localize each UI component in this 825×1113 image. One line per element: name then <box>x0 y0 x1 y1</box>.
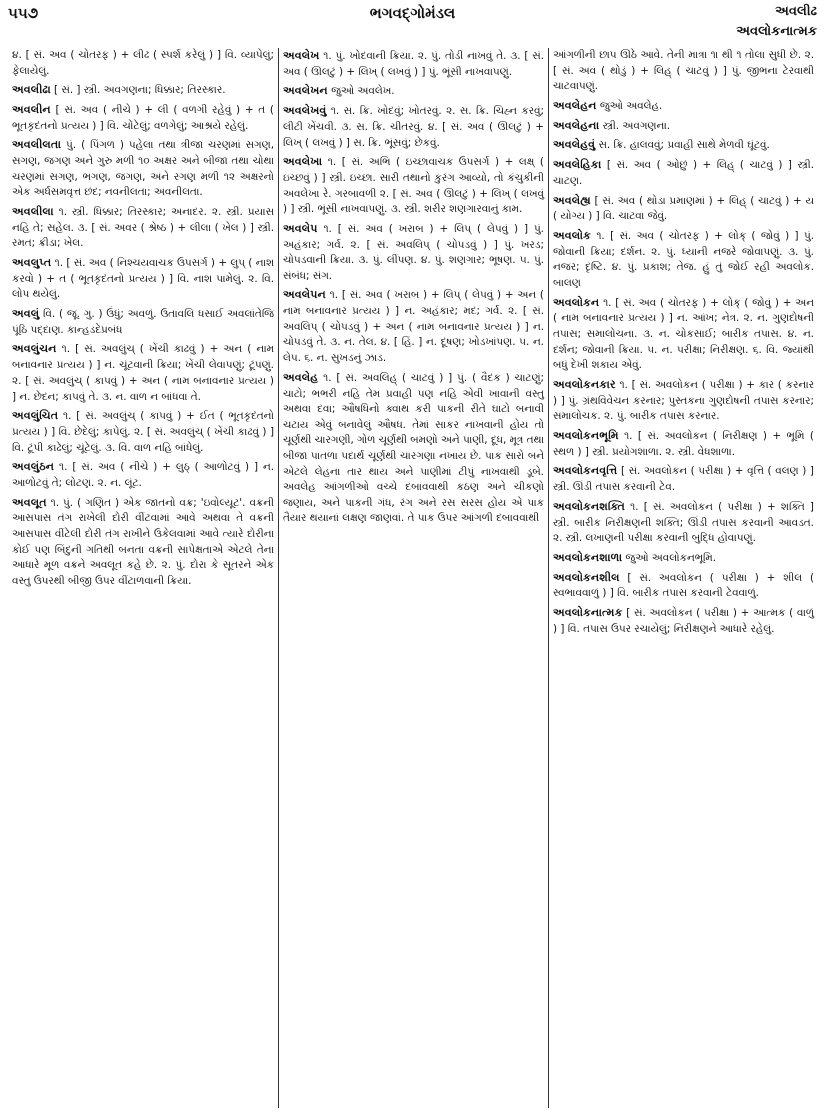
dictionary-entry <box>283 154 544 218</box>
entry-definition: [ સં. અવ ( ઓછું ) + લિહ્ ( ચાટવું ) ] સ્ત્રી. ચાટણ. <box>553 159 815 188</box>
dictionary-entry <box>553 550 814 567</box>
dictionary-entry <box>12 204 274 252</box>
entry-headword: અવલેખ <box>283 49 320 62</box>
dictionary-entry <box>553 605 814 637</box>
entry-headword: અવલેહ <box>283 370 319 384</box>
entry-headword: અવલેખા <box>283 155 323 169</box>
entry-headword: અવલોકનશક્તિ <box>553 499 625 513</box>
entry-headword: અવલોકનવૃત્તિ <box>553 464 618 478</box>
entry-headword: અવલેખન <box>283 84 328 98</box>
entry-definition: ૧. [ સં. અવ ( નિશ્ચયવાચક ઉપસર્ગ ) + લુપ્ ( નાશ કરવો ) + ત ( ભૂતકૃદંતનો પ્રત્યય ) ] વિ. નાશ પામેલું. ૨. વિ. લોપ થયેલું. <box>12 257 274 301</box>
dictionary-entry <box>283 48 544 80</box>
entry-definition: પું. ( પિંગળ ) પહેલા તથા ત્રીજા ચરણમાં સગણ, સગણ, જગણ અને ગુરુ મળી ૧૦ અક્ષર અને બીજા તથા ચોથા ચરણમાં સગણ, ભગણ, જગણ, અને રગણ મળી ૧૨ અક્ષરનો એક અર્ધસમવૃત્ત છંદ; નવનીલતા; અવનીલતા. <box>12 139 274 199</box>
dictionary-entry <box>553 499 814 547</box>
dictionary-entry <box>553 98 814 115</box>
entry-definition: જુઓ અવલેહ. <box>599 99 663 112</box>
page-number: ૫૫૭ <box>8 4 39 22</box>
entry-definition: [ સં. અવ ( નીચે ) + લી ( વળગી રહેવું ) + ત ( ભૂતકૃદંતનો પ્રત્યય ) ] વિ. ચોંટેલું; વળગેલું; આશ્રયે રહેલું. <box>12 104 274 132</box>
dictionary-entry <box>283 221 544 285</box>
entry-definition: [ સં. અવ ( થોડા પ્રમાણમાં ) + લિહ્ ( ચાટવું ) + ય ( યોગ્ય ) ] વિ. ચાટવા જેવું. <box>553 194 815 223</box>
dictionary-entry <box>553 428 814 460</box>
entry-definition: વિ. ( જૂ. ગુ. ) ઉંધું; અવળું. ઉતાવલિ ધસાઈ અવલાંતેજિ પૂંઠિ પદ્દાણ. કાન્હડદેપ્રબંધ <box>12 308 275 336</box>
dictionary-entry <box>283 103 544 151</box>
entry-definition: ૧. [ સં. અભિ ( ઇચ્છાવાચક ઉપસર્ગ ) + લક્ષ્ ( ઇચ્છવું ) ] સ્ત્રી. ઇચ્છા. સારી તથાનો કુરંગ આવ્યો, તો કંચુકીની અવલેખા રે. ગરબાવળી ૨. [ સં. અવ ( ઊલટું ) + લિખ્ ( લખવું ) ] સ્ત્રી. ભૂંસી નાખવાપણું. ૩. સ્ત્રી. શરીર શણગારવાનું કામ. <box>283 156 544 216</box>
entry-headword: અવલુંચિત <box>12 409 59 423</box>
dictionary-columns <box>8 48 820 1108</box>
entry-definition: ૧. [ સં. અવલોકન ( નિરીક્ષણ ) + ભૂમિ ( સ્થળ ) ] સ્ત્રી. પ્રયોગશાળા. ૨. સ્ત્રી. વેધશાળા. <box>553 429 814 458</box>
entry-headword: અવલેહન <box>553 98 597 112</box>
entry-definition: [ સં. અવલોકન ( પરીક્ષા ) + આત્મક ( વાળું ) ] વિ. તપાસ ઉપર રચાયેલું; નિરીક્ષણને આધારે રહેલું. <box>553 606 814 635</box>
column-left <box>8 48 278 1108</box>
entry-headword: અવલોકન <box>553 295 600 309</box>
running-title: ભગવદ્ગોમંડલ <box>369 4 456 22</box>
dictionary-entry <box>553 570 814 602</box>
entry-headword: અવલૂત <box>12 495 47 509</box>
entry-headword: અવલેહના <box>553 118 600 132</box>
entry-definition: ૧. [ સં. અવલોકન ( પરીક્ષા ) + શક્તિ ] સ્ત્રી. બારીક નિરીક્ષણની શક્તિ; ઊંડી તપાસ કરવાની આવડત. ૨. સ્ત્રી. લખાણની પરીક્ષા કરવાની બુદ્ધિ હોવાપણું. <box>553 500 814 545</box>
entry-definition: ૪. [ સં. અવ ( ચોતરફ ) + લીઢ ( સ્પર્શ કરેલું ) ] વિ. વ્યાપેલું; ફેલાયેલું. <box>12 49 274 77</box>
dictionary-entry <box>12 102 274 134</box>
dictionary-entry <box>553 193 814 225</box>
entry-headword: અવલુપ્ત <box>12 256 52 270</box>
page-header <box>0 0 825 46</box>
dictionary-entry <box>12 137 274 201</box>
entry-definition: ૧. [ સં. અવ ( ચોતરફ ) + લોક્ ( જોવું ) ] પું. જોવાની ક્રિયા; દર્શન. ૨. પું. ધ્યાની નજરે જોવાપણું. ૩. પું. નજર; દૃષ્ટિ. ૪. પું. પ્રકાશ; તેજ. હું તું જોઈ રહી અવલોક. બાલણ <box>553 230 814 290</box>
dictionary-entry <box>12 495 274 590</box>
entry-headword: અવલુંઠન <box>12 460 55 474</box>
dictionary-entry <box>283 370 544 527</box>
entry-definition: [ સં. ] સ્ત્રી. અવગણના; ધિક્કાર; તિરસ્કાર. <box>54 84 226 97</box>
entry-definition: ૧. [ સં. અવ ( ખરાબ ) + લિપ્ ( લેપવું ) + અન ( નામ બનાવનાર પ્રત્યય ) ] ન. અહંકાર; મદ; ગર્વ. ૨. [ સં. અવલિપ્ ( ચોપડવું ) + અન ( નામ બનાવનાર પ્રત્યય ) ] ન. ચોપડવું તે. ૩. ન. તેલ. ૪. [ હિં. ] ન. દૂષણ; ખોડખાંપણ. ૫. ન. લેપ. ૬. ન. સુખડનું ઝાડ. <box>283 289 544 365</box>
entry-definition: ૧. [ સં. અવલિહ્ ( ચાટવું ) ] પું. ( વૈદક ) ચાટણું; ચાટો; ભભરી નહિ તેમ પ્રવાહી પણ નહિ એવી ખાવાની વસ્તુ અથવા દવા; ઔષધિનો ક્વાથ કરી પાકની રીતે ઘાટો બનાવી ચટાય એવું બનાવેલું ઔષધ. તેમાં સાકર નાખવાની હોય તો ચૂર્ણથી ચારગણી, ગોળ ચૂર્ણથી બમણો અને પાણી, દૂધ, મૂત્ર તથા બીજા પાતળા પદાર્થ ચૂર્ણથી ચારગણા નખાય છે. પાક સારો બને એટલે લેહના તાર થાય અને પાણીમાં ટીપું નાખવાથી ડૂબે. અવલેહ આંગળીઓ વચ્ચે દબાવવાથી કઠણ અને ચીકણો જણાય, અને પાકની ગંધ, રંગ અને રસ સરસ હોય એ પાક તૈયાર થયાનાં લક્ષણ જાણવાં. તે પાક ઉપર આંગળી દબાવવાથી <box>283 371 544 525</box>
entry-definition: ૧. સ્ત્રી. ધિક્કાર; તિરસ્કાર; અનાદર. ૨. સ્ત્રી. પ્રયાસ નહિ તે; સહેલ. ૩. [ સં. અવર ( શ્રેષ્ઠ ) + લીલા ( ખેલ ) ] સ્ત્રી. રમત; ક્રીડા; ખેલ. <box>12 206 274 250</box>
dictionary-entry <box>283 287 544 366</box>
entry-definition: ૧. [ સં. અવ ( નીચે ) + લુઠ્ ( આળોટવું ) ] ન. આળોટવું તે; લોટણ. ૨. ન. લૂંટ. <box>12 461 274 489</box>
entry-definition: આંગળીની છાપ ઊઠે આવે. તેની માત્રા ૧ા થી ૧ તોલા સુધી છે. ૨. [ સં. અવ ( થોડું ) + લિહ્ ( ચાટવું ) ] પું. જીભના ટેરવાથી ચાટવાપણું. <box>553 49 814 93</box>
entry-definition: જુઓ અવલેખ. <box>331 85 395 98</box>
dictionary-entry <box>12 459 274 491</box>
entry-definition: જુઓ અવલોકનભૂમિ. <box>625 551 717 564</box>
entry-headword: અવલુંચન <box>12 342 57 356</box>
entry-headword: અવલું <box>12 307 40 321</box>
guide-word-first: અવલીઢ <box>775 4 817 19</box>
entry-headword: અવલેપન <box>283 288 326 302</box>
entry-headword: અવલેહ્ય <box>553 193 591 207</box>
entry-definition: ૧. સ. ક્રિ. ખોદવું; ખોતરવું. ૨. સ. ક્રિ. ચિહ્ન કરવું; લીટી ખેંચવી. ૩. સ. ક્રિ. ચીતરવું. ૪. [ સં. અવ ( ઊલટું ) + લિખ્ ( લખવું ) ] સ. ક્રિ. ભૂંસવું; છેકવું. <box>283 105 544 149</box>
dictionary-entry <box>553 463 814 495</box>
entry-headword: અવલીન <box>12 103 51 117</box>
dictionary-entry <box>553 377 814 425</box>
entry-headword: અવલોકનશાળા <box>553 550 623 564</box>
dictionary-entry <box>553 48 814 95</box>
entry-headword: અવલોકનાત્મક <box>553 605 623 619</box>
dictionary-entry <box>12 255 274 303</box>
dictionary-entry <box>553 137 814 154</box>
entry-headword: અવલેહિકા <box>553 158 602 172</box>
entry-definition: ૧. [ સં. અવલુંચ્ ( કાપવું ) + ઈત ( ભૂતકૃદંતનો પ્રત્યય ) ] વિ. છેદેલું; કાપેલું. ૨. [ સં. અવલુંચ્ ( ખેંચી કાઢવું ) ] વિ. ટૂંપી કાઢેલું; ચૂંટેલું. ૩. વિ. વાળ નહિ બાંધેલું. <box>12 410 275 454</box>
dictionary-entry <box>12 341 274 405</box>
entry-headword: અવલોકનભૂમિ <box>553 428 619 442</box>
entry-headword: અવલીલા <box>12 205 54 219</box>
entry-definition: ૧. [ સં. અવલોકન ( પરીક્ષા ) + કાર ( કરનાર ) ] પું. ગ્રંથવિવેચન કરનાર; પુસ્તકના ગુણદોષની તપાસ કરનાર; સમાલોચક. ૨. પું. બારીક તપાસ કરનાર. <box>553 378 814 423</box>
dictionary-entry <box>553 118 814 135</box>
dictionary-entry <box>283 83 544 100</box>
dictionary-entry <box>553 157 814 189</box>
entry-headword: અવલોકનકાર <box>553 377 616 391</box>
entry-definition: ૧. પું. ખોદવાની ક્રિયા. ૨. પું. તોડી નાખવું તે. ૩. [ સં. અવ ( ઊલટું ) + લિખ્ ( લખવું ) ] પું. ભૂંસી નાખવાપણું. <box>283 50 544 78</box>
dictionary-entry <box>12 48 274 79</box>
entry-definition: ૧. [ સં. અવ ( ખરાબ ) + લિપ્ ( લેપવું ) ] પું. અહંકાર; ગર્વ. ૨. [ સં. અવલિપ્ ( ચોપડવું ) ] પું. ખરડ; ચોપડવાની ક્રિયા. ૩. પું. લીંપણ. ૪. પું. શણગાર; ભૂષણ. ૫. પું. સંબંધ; સંગ. <box>283 222 544 282</box>
entry-headword: અવલેહવું <box>553 138 596 152</box>
entry-definition: સ્ત્રી. અવગણના. <box>602 119 671 132</box>
entry-definition: [ સં. અવલોકન ( પરીક્ષા ) + વૃત્તિ ( વલણ ) ] સ્ત્રી. ઊંડી તપાસ કરવાની ટેવ. <box>553 465 814 494</box>
entry-definition: ૧. [ સં. અવલુંચ્ ( ખેંચી કાઢવું ) + અન ( નામ બનાવનાર પ્રત્યય ) ] ન. ચૂંટવાની ક્રિયા; ખેંચી લેવાપણું; ટૂંપણું. ૨. [ સં. અવલુંચ્ ( કાપવું ) + અન ( નામ બનાવનાર પ્રત્યય ) ] ન. છેદન; કાપવું તે. ૩. ન. વાળ ન બાંધવા તે. <box>12 343 275 403</box>
dictionary-entry <box>12 408 274 456</box>
entry-headword: અવલોક <box>553 229 591 243</box>
entry-definition: ૧. [ સં. અવ ( ચોતરફ ) + લોક્ ( જોવું ) + અન ( નામ બનાવનાર પ્રત્યય ) ] ન. આંખ; નેત્ર. ૨. ન. ગુણદોષની તપાસ; સમાલોચના. ૩. ન. ચોકસાઈ; બારીક તપાસ. ૪. ન. દર્શન; જોવાની ક્રિયા. ૫. ન. પરીક્ષા; નિરીક્ષણ. ૬. વિ. જ્યાંથી બધું દેખી શકાય એવું. <box>553 296 814 372</box>
column-middle <box>278 48 548 1108</box>
dictionary-entry <box>553 228 814 292</box>
entry-headword: અવલીલતા <box>12 138 62 152</box>
entry-headword: અવલેપ <box>283 221 318 235</box>
dictionary-entry <box>553 295 814 374</box>
entry-definition: સ. ક્રિ. હાલવવું; પ્રવાહી સાથે મેળવી ઘૂંટવું. <box>598 139 770 152</box>
column-right <box>548 48 818 1108</box>
entry-headword: અવલીઢા <box>12 83 51 97</box>
dictionary-entry <box>12 82 274 99</box>
entry-definition: [ સં. અવલોકન ( પરીક્ષા ) + શીલ ( સ્વભાવવાળું ) ] વિ. બારીક તપાસ કરવાની ટેવવાળું. <box>553 571 814 600</box>
entry-headword: અવલોકનશીલ <box>553 570 620 584</box>
entry-definition: ૧. પું. ( ગણિત ) એક જાતનો વક્ર; 'ઇવોલ્યૂટ'. વક્રની આસપાસ તંગ રાખેલી દોરી વીંટવામાં આવે અથવા તે વક્રની આસપાસ વીંટેલી દોરી તંગ રાખીને ઉકેલવામાં આવે ત્યારે દોરીના કોઈ પણ બિંદુની ગતિથી બનતા વક્રની સાપેક્ષતાએ એટલે તેના આધારે મૂળ વક્રને અવલૂત કહે છે. ૨. પું. દોરા કે સૂતરને એક વસ્તુ ઉપરથી બીજી ઉપર વીંટાળવાની ક્રિયા. <box>12 496 274 587</box>
guide-word-last: અવલોકનાત્મક <box>736 24 817 39</box>
dictionary-entry <box>12 306 274 338</box>
entry-headword: અવલેખવું <box>283 104 327 118</box>
